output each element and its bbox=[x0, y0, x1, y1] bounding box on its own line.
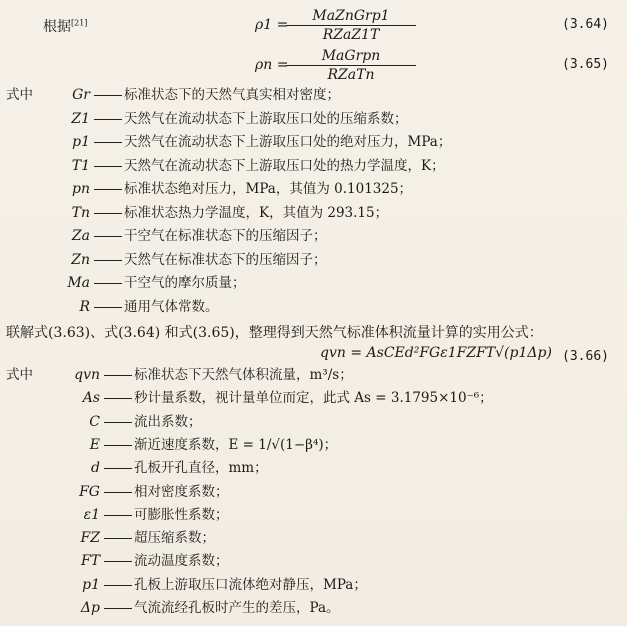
definition-row bbox=[0, 504, 627, 526]
em-dash bbox=[94, 166, 122, 167]
definition-row bbox=[0, 131, 627, 153]
definition-symbol: p1 bbox=[72, 134, 90, 150]
em-dash bbox=[94, 260, 122, 261]
definition-row bbox=[0, 387, 627, 409]
definition-row bbox=[0, 481, 627, 503]
definition-text: 流出系数； bbox=[134, 413, 202, 430]
em-dash bbox=[94, 213, 122, 214]
definition-symbol: Za bbox=[71, 228, 90, 244]
definition-row bbox=[0, 457, 627, 479]
definition-text: 秒计量系数，视计量单位而定，此式 As = 3.1795×10⁻⁶； bbox=[134, 390, 493, 407]
definition-symbol: E bbox=[89, 436, 100, 453]
definition-text: 流动温度系数； bbox=[134, 553, 229, 570]
em-dash bbox=[104, 375, 132, 376]
definition-row bbox=[0, 550, 627, 572]
definition-text: 孔板上游取压口流体绝对静压，MPa； bbox=[134, 576, 367, 593]
eq365-denominator: RZaTn bbox=[327, 67, 375, 83]
definition-symbol: ε1 bbox=[83, 506, 100, 523]
em-dash bbox=[94, 119, 122, 120]
definition-symbol: R bbox=[79, 298, 90, 315]
definition-row bbox=[0, 434, 627, 456]
definition-row bbox=[0, 574, 627, 596]
em-dash bbox=[104, 398, 132, 399]
definition-row bbox=[0, 364, 627, 386]
definition-symbol: d bbox=[91, 460, 100, 477]
eq364-number: (3.64) bbox=[562, 17, 609, 32]
em-dash bbox=[104, 585, 132, 586]
em-dash bbox=[104, 561, 132, 562]
definition-row bbox=[0, 296, 627, 318]
eq365-lhs: ρn = bbox=[255, 57, 289, 73]
em-dash bbox=[104, 492, 132, 493]
em-dash bbox=[94, 236, 122, 237]
definition-text: 孔板开孔直径，mm； bbox=[134, 460, 268, 477]
definition-text: 超压缩系数； bbox=[134, 530, 215, 547]
definition-row bbox=[0, 108, 627, 130]
definition-symbol: As bbox=[82, 390, 100, 407]
definition-text: 标准状态下的天然气真实相对密度； bbox=[124, 87, 340, 103]
definition-row bbox=[0, 202, 627, 224]
definition-text: 标准状态热力学温度，K，其值为 293.15； bbox=[124, 204, 389, 221]
definition-symbol: C bbox=[89, 413, 100, 430]
definition-row bbox=[0, 225, 627, 247]
definition-text: 标准状态绝对压力，MPa，其值为 0.101325； bbox=[124, 181, 413, 197]
em-dash bbox=[104, 445, 132, 446]
em-dash bbox=[94, 283, 122, 284]
definition-symbol: qvn bbox=[74, 367, 100, 383]
definition-row bbox=[0, 527, 627, 549]
definition-text: 标准状态下天然气体积流量，m³/s； bbox=[134, 367, 353, 383]
definition-symbol: Zn bbox=[71, 251, 90, 268]
definition-symbol: T1 bbox=[71, 157, 90, 174]
definition-text: 干空气的摩尔质量； bbox=[124, 275, 246, 291]
em-dash bbox=[94, 307, 122, 308]
definition-symbol: FT bbox=[80, 553, 100, 570]
paragraph-text: 联解式(3.63)、式(3.64) 和式(3.65)，整理得到天然气标准体积流量计算的实用公式： bbox=[6, 325, 543, 341]
eq365-numerator: MaGrpn bbox=[321, 48, 381, 64]
em-dash bbox=[104, 608, 132, 609]
definition-symbol: Gr bbox=[72, 87, 90, 103]
em-dash bbox=[94, 189, 122, 190]
eq365-number: (3.65) bbox=[562, 57, 609, 72]
definition-symbol: p1 bbox=[82, 576, 100, 593]
definition-text: 相对密度系数； bbox=[134, 483, 229, 500]
definition-text: 通用气体常数。 bbox=[124, 298, 219, 315]
em-dash bbox=[104, 422, 132, 423]
definition-symbol: FG bbox=[79, 483, 100, 500]
definition-row bbox=[0, 155, 627, 177]
definition-symbol: Z1 bbox=[71, 110, 90, 127]
definition-row bbox=[0, 411, 627, 433]
definition-text: 干空气在标准状态下的压缩因子； bbox=[124, 228, 327, 244]
intro-text: 根据[21] bbox=[43, 18, 88, 35]
equation-3-65 bbox=[0, 44, 627, 88]
definition-text: 天然气在流动状态下上游取压口处的绝对压力，MPa； bbox=[124, 134, 452, 150]
definition-row bbox=[0, 597, 627, 619]
eq364-denominator: RZaZ1T bbox=[322, 27, 380, 43]
equation-3-66: qvn = AsCEd²FGε1FZFT√(p1Δp) bbox=[320, 345, 552, 361]
definition-text: 气流流经孔板时产生的差压，Pa。 bbox=[134, 600, 340, 616]
definition-symbol: pn bbox=[72, 181, 90, 197]
where-label: 式中 bbox=[6, 367, 33, 383]
em-dash bbox=[104, 538, 132, 539]
definition-row bbox=[0, 178, 627, 200]
where-label: 式中 bbox=[6, 87, 33, 103]
em-dash bbox=[104, 515, 132, 516]
definition-row bbox=[0, 272, 627, 294]
definition-row bbox=[0, 84, 627, 106]
definition-text: 天然气在标准状态下的压缩因子； bbox=[124, 251, 327, 268]
definition-symbol: Δp bbox=[80, 600, 100, 616]
eq364-lhs: ρ1 = bbox=[255, 17, 289, 33]
definition-text: 渐近速度系数，E = 1/√(1−β⁴)； bbox=[134, 436, 338, 453]
definition-symbol: Tn bbox=[71, 204, 90, 221]
equation-3-64 bbox=[0, 4, 627, 48]
eq364-numerator: MaZnGrp1 bbox=[312, 8, 390, 24]
definition-text: 天然气在流动状态下上游取压口处的热力学温度，K； bbox=[124, 157, 445, 174]
eq366-number: (3.66) bbox=[562, 349, 609, 364]
em-dash bbox=[94, 95, 122, 96]
definition-text: 可膨胀性系数； bbox=[134, 506, 229, 523]
em-dash bbox=[104, 468, 132, 469]
definition-symbol: Ma bbox=[67, 275, 90, 291]
definition-row bbox=[0, 249, 627, 271]
em-dash bbox=[94, 142, 122, 143]
definition-text: 天然气在流动状态下上游取压口处的压缩系数； bbox=[124, 110, 408, 127]
definition-symbol: FZ bbox=[80, 530, 100, 547]
